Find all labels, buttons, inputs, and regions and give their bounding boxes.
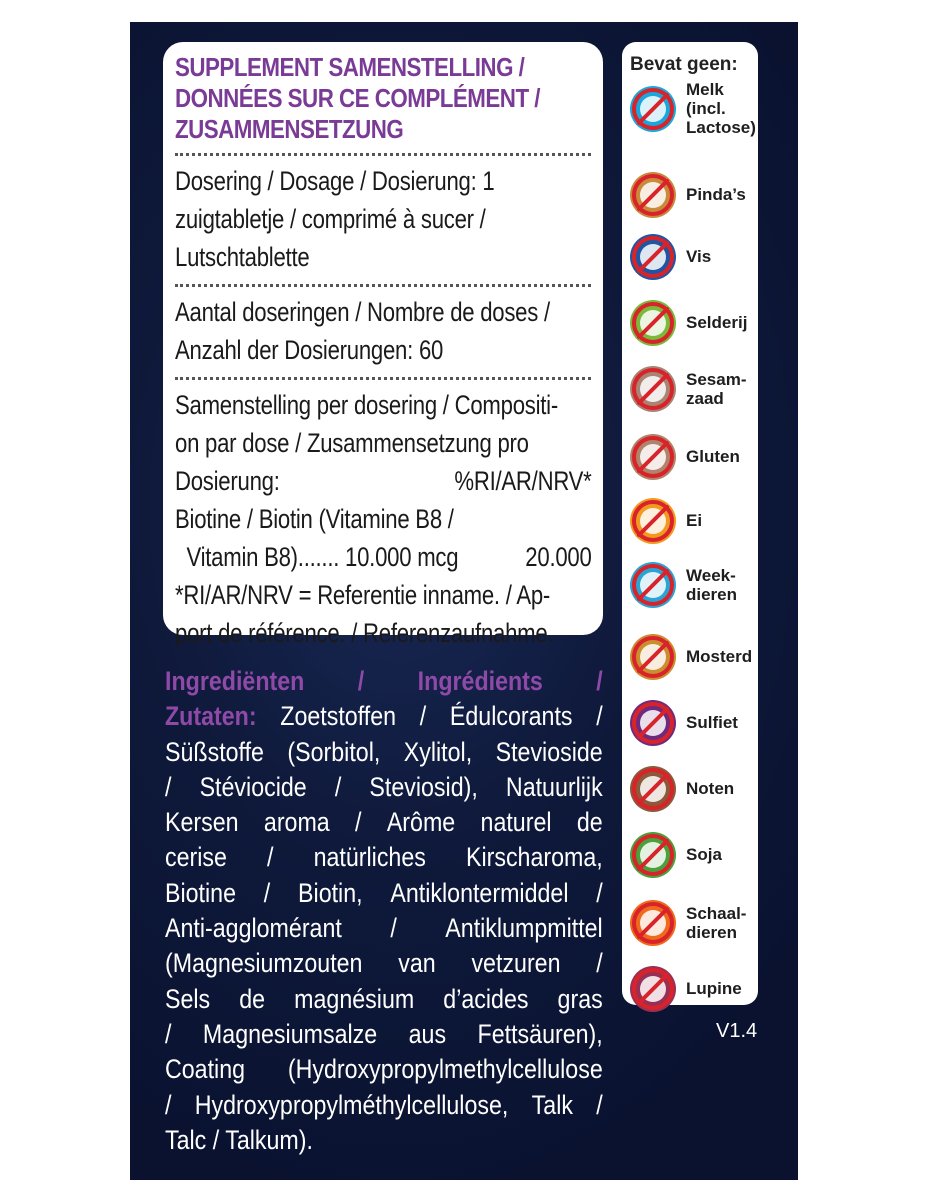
allergen-item-celery (628, 298, 758, 358)
lupin-icon (628, 964, 678, 1014)
allergen-item-peanut (628, 170, 758, 230)
ingredients-line: Süßstoffe (Sorbitol, Xylitol, Stevioside (165, 736, 603, 767)
allergen-item-soy (628, 830, 758, 890)
shell-icon (628, 560, 678, 610)
composition-box (163, 42, 603, 648)
allergen-panel (622, 42, 758, 1005)
ingredients-line: Talc / Talkum). (165, 1124, 313, 1155)
ingredients-line: Biotine / Biotin, Antiklontermiddel / (165, 877, 603, 908)
footnote: port de référence. / Referenzaufnahme. (175, 618, 554, 648)
allergen-item-fish (628, 232, 758, 292)
biotin-row: Biotine / Biotin (Vitamine B8 / (175, 504, 454, 534)
ingredients-line: Zutaten: Zoetstoffen / Édulcorants / (165, 701, 603, 732)
allergen-item-milk-bottle (628, 80, 758, 144)
nut-icon (628, 764, 678, 814)
ingredients-line: cerise / natürliches Kirscharoma, (165, 842, 603, 873)
ingredients-line: / Hydroxypropylméthylcellulose, Talk / (165, 1089, 603, 1120)
allergen-label: Week- dieren (686, 566, 738, 604)
allergen-item-shell (628, 560, 758, 620)
ingredients-line: / Magnesiumsalze aus Fettsäuren), (165, 1018, 603, 1049)
per-dose-section: Samenstelling per dosering / Compositi- on par dose / Zusammensetzung pro Dosierung: %RI/AR/NRV* Biotine / Biotin (Vitamine B8 / Vitamin B8)....... 10.000 mcg 20.000 *RI/AR/NRV = Referentie inname. / Ap- port de référence. / Referenzaufnahme. (175, 386, 591, 652)
allergen-item-lupin (628, 964, 758, 1024)
allergen-label: Lupine (686, 979, 742, 998)
milk-bottle-icon (628, 84, 678, 134)
divider (175, 377, 591, 380)
allergen-label: Soja (686, 845, 722, 864)
mustard-icon (628, 632, 678, 682)
allergen-item-crab (628, 898, 758, 958)
allergen-label: Gluten (686, 447, 740, 466)
allergen-item-wheat (628, 432, 758, 492)
ingredients-heading: Ingrediënten / Ingrédients / (165, 666, 603, 696)
ingredients-line: / Stéviocide / Steviosid), Natuurlijk (165, 771, 603, 802)
allergen-label: Pinda’s (686, 185, 746, 204)
ingredients-lines (165, 735, 603, 1123)
divider (175, 153, 591, 156)
ingredients-block (165, 664, 603, 1158)
divider (175, 284, 591, 287)
biotin-amount-row: Vitamin B8)....... 10.000 mcg 20.000 (186, 542, 592, 572)
version-label: V1.4 (716, 1020, 758, 1042)
allergen-label: Noten (686, 779, 735, 798)
dose-count-section: Aantal doseringen / Nombre de doses / Anzahl der Dosierungen: 60 (175, 297, 550, 365)
ingredients-line: (Magnesiumzouten van vetzuren / (165, 948, 603, 979)
celery-icon (628, 298, 678, 348)
allergen-item-sesame (628, 364, 758, 424)
footnote: *RI/AR/NRV = Referentie inname. / Ap- (175, 580, 551, 610)
soy-icon (628, 830, 678, 880)
composition-title: SUPPLEMENT SAMENSTELLING / DONNÉES SUR CE COMPLÉMENT / ZUSAMMENSETZUNG (175, 52, 540, 144)
allergen-label: Vis (686, 247, 712, 266)
allergen-header: Bevat geen: (630, 54, 738, 75)
per-dose-header-row: Dosierung: %RI/AR/NRV* (175, 462, 592, 500)
allergen-item-egg (628, 496, 758, 556)
allergen-item-nut (628, 764, 758, 824)
allergen-label: Sesam- zaad (686, 370, 747, 408)
allergen-item-sulphite (628, 698, 758, 758)
ingredients-line: Sels de magnésium d’acides gras (165, 983, 603, 1014)
allergen-label: Schaal- dieren (686, 904, 747, 942)
allergen-label: Melk (incl. Lactose) (686, 80, 756, 137)
allergen-label: Ei (686, 511, 703, 530)
allergen-label: Sulfiet (686, 713, 738, 732)
ingredients-line: Anti-agglomérant / Antiklumpmittel (165, 913, 603, 944)
sulphite-icon (628, 698, 678, 748)
sesame-icon (628, 364, 678, 414)
ingredients-line: Kersen aroma / Arôme naturel de (165, 807, 603, 838)
fish-icon (628, 232, 678, 282)
peanut-icon (628, 170, 678, 220)
dosage-section: Dosering / Dosage / Dosierung: 1 zuigtabletje / comprimé à sucer / Lutschtablette (175, 166, 495, 272)
ingredients-line: Coating (Hydroxypropylmethylcellulose (165, 1054, 603, 1085)
allergen-label: Selderij (686, 313, 748, 332)
crab-icon (628, 898, 678, 948)
allergen-item-mustard (628, 632, 758, 692)
wheat-icon (628, 432, 678, 482)
ri-header: %RI/AR/NRV* (454, 466, 592, 496)
egg-icon (628, 496, 678, 546)
allergen-label: Mosterd (686, 647, 753, 666)
